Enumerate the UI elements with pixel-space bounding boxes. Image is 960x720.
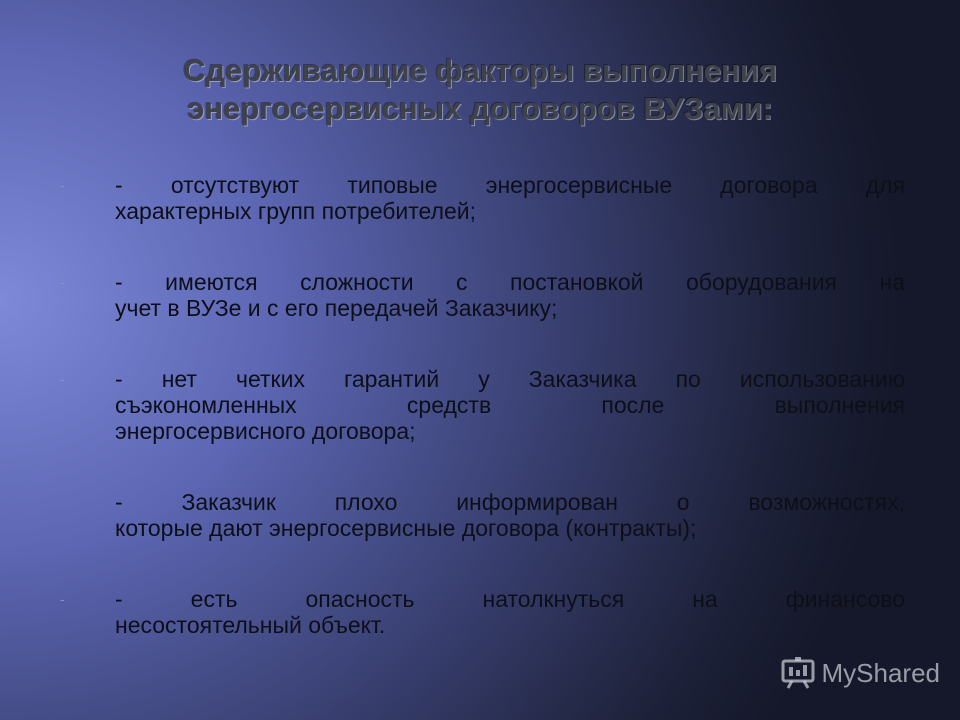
item-line: которые дают энергосервисные договора (контракты); — [115, 515, 697, 541]
slide-title — [100, 52, 860, 128]
item-line: - имеются сложности с постановкой оборудования на — [115, 269, 905, 295]
bullet-marker: - — [60, 591, 65, 607]
item-line: - Заказчик плохо информирован о возможностях, — [115, 489, 905, 515]
presentation-board-icon — [780, 656, 816, 690]
item-line: учет в ВУЗе и с его передачей Заказчику; — [115, 295, 558, 321]
list-item — [60, 489, 905, 541]
item-line: - нет четких гарантий у Заказчика по использованию — [115, 366, 905, 392]
list-item — [60, 172, 905, 224]
bullet-marker: - — [60, 371, 65, 387]
list-item — [60, 366, 905, 444]
item-line: характерных групп потребителей; — [115, 198, 477, 224]
bullet-marker: - — [60, 274, 65, 290]
list-item — [60, 269, 905, 321]
item-line: несостоятельный объект. — [115, 612, 386, 638]
watermark — [780, 656, 941, 690]
item-line: - есть опасность натолкнуться на финансово — [115, 586, 905, 612]
title-line-2: энергосервисных договоров ВУЗами: — [187, 91, 773, 126]
item-line: энергосервисного договора; — [115, 418, 416, 444]
watermark-text: MyShared — [821, 657, 940, 688]
title-line-1: Сдерживающие факторы выполнения — [183, 53, 777, 88]
list-item — [60, 586, 905, 638]
bullet-marker: - — [60, 177, 65, 193]
item-line: съэкономленных средств после выполнения — [115, 392, 905, 418]
bullet-list — [60, 172, 905, 683]
item-line: - отсутствуют типовые энергосервисные договора для — [115, 172, 905, 198]
